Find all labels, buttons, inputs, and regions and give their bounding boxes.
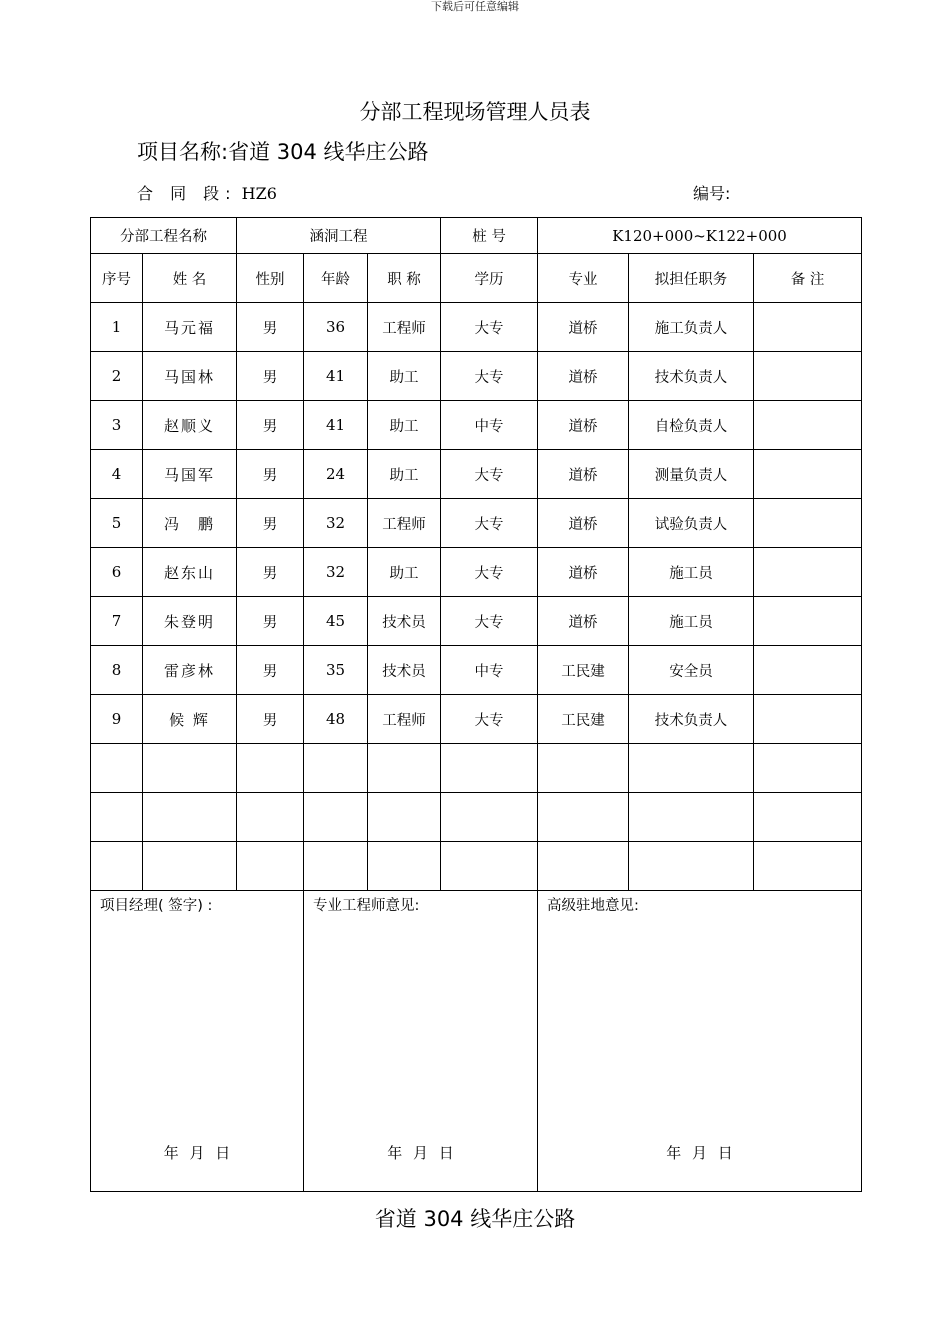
cell-note	[754, 499, 862, 548]
contract-section-value: HZ6	[241, 184, 277, 203]
cell-age: 48	[304, 695, 368, 744]
cell-no: 3	[91, 401, 143, 450]
serial-number-label: 编号:	[693, 184, 731, 203]
cell-note	[754, 695, 862, 744]
empty-row	[91, 744, 862, 793]
resident-opinion-label: 高级驻地意见:	[547, 898, 639, 914]
cell-gender: 男	[237, 450, 304, 499]
cell-gender: 男	[237, 695, 304, 744]
cell-name: 赵顺义	[143, 401, 237, 450]
cell-no: 8	[91, 646, 143, 695]
table-row	[91, 352, 862, 401]
station-value: K120+000~K122+000	[538, 218, 862, 254]
cell-education: 大专	[441, 352, 538, 401]
cell-major: 工民建	[538, 646, 629, 695]
cell-no: 9	[91, 695, 143, 744]
page-header: 下载后可任意编辑	[431, 0, 519, 13]
cell-education: 大专	[441, 597, 538, 646]
division-name-value: 涵洞工程	[237, 218, 441, 254]
cell-role: 施工员	[629, 548, 754, 597]
cell-name: 朱登明	[143, 597, 237, 646]
table-row	[91, 548, 862, 597]
resident-opinion-box	[538, 891, 862, 1192]
col-header-major: 专业	[538, 254, 629, 303]
project-manager-date: 年 月 日	[163, 1144, 231, 1162]
col-header-role: 拟担任职务	[629, 254, 754, 303]
cell-title: 助工	[368, 548, 441, 597]
empty-row	[91, 842, 862, 891]
col-header-gender: 性别	[237, 254, 304, 303]
col-header-name: 姓 名	[143, 254, 237, 303]
cell-major: 道桥	[538, 401, 629, 450]
cell-major: 道桥	[538, 499, 629, 548]
serial-number-line	[693, 181, 730, 204]
cell-age: 35	[304, 646, 368, 695]
division-info-row	[91, 218, 862, 254]
table-row	[91, 499, 862, 548]
cell-education: 大专	[441, 303, 538, 352]
cell-title: 工程师	[368, 499, 441, 548]
resident-opinion-date: 年 月 日	[666, 1144, 733, 1162]
cell-name: 马国军	[143, 450, 237, 499]
signature-row	[91, 891, 862, 1192]
cell-major: 道桥	[538, 352, 629, 401]
cell-no: 7	[91, 597, 143, 646]
cell-age: 36	[304, 303, 368, 352]
project-name-line	[137, 136, 429, 166]
cell-gender: 男	[237, 352, 304, 401]
col-header-no: 序号	[91, 254, 143, 303]
cell-education: 中专	[441, 401, 538, 450]
cell-role: 自检负责人	[629, 401, 754, 450]
cell-title: 助工	[368, 450, 441, 499]
cell-no: 4	[91, 450, 143, 499]
document-title: 分部工程现场管理人员表	[359, 100, 591, 124]
cell-major: 道桥	[538, 548, 629, 597]
cell-no: 5	[91, 499, 143, 548]
cell-title: 技术员	[368, 597, 441, 646]
cell-major: 道桥	[538, 450, 629, 499]
table-row	[91, 401, 862, 450]
cell-gender: 男	[237, 646, 304, 695]
cell-education: 大专	[441, 695, 538, 744]
cell-note	[754, 597, 862, 646]
project-manager-label: 项目经理( 签字) :	[100, 898, 213, 914]
cell-education: 大专	[441, 450, 538, 499]
cell-age: 24	[304, 450, 368, 499]
engineer-opinion-date: 年 月 日	[387, 1144, 454, 1162]
col-header-note: 备 注	[754, 254, 862, 303]
cell-gender: 男	[237, 401, 304, 450]
project-manager-signature-box	[91, 891, 304, 1192]
empty-row	[91, 793, 862, 842]
cell-gender: 男	[237, 548, 304, 597]
contract-section-line	[137, 181, 277, 204]
cell-education: 中专	[441, 646, 538, 695]
cell-title: 助工	[368, 352, 441, 401]
cell-role: 施工员	[629, 597, 754, 646]
cell-name: 马元福	[143, 303, 237, 352]
cell-major: 道桥	[538, 303, 629, 352]
cell-age: 45	[304, 597, 368, 646]
project-name-value: 省道 304 线华庄公路	[228, 140, 429, 164]
cell-role: 试验负责人	[629, 499, 754, 548]
contract-section-label: 合 同 段:	[137, 184, 237, 203]
cell-age: 32	[304, 499, 368, 548]
station-label: 桩 号	[441, 218, 538, 254]
project-name-label: 项目名称:	[137, 140, 229, 164]
cell-name: 赵东山	[143, 548, 237, 597]
cell-major: 工民建	[538, 695, 629, 744]
cell-title: 技术员	[368, 646, 441, 695]
cell-note	[754, 401, 862, 450]
col-header-education: 学历	[441, 254, 538, 303]
cell-role: 技术负责人	[629, 695, 754, 744]
table-row	[91, 303, 862, 352]
cell-name: 候 辉	[143, 695, 237, 744]
personnel-table	[90, 217, 862, 1192]
engineer-opinion-box	[304, 891, 538, 1192]
cell-note	[754, 646, 862, 695]
cell-gender: 男	[237, 303, 304, 352]
table-row	[91, 646, 862, 695]
cell-note	[754, 303, 862, 352]
table-row	[91, 450, 862, 499]
cell-major: 道桥	[538, 597, 629, 646]
cell-age: 41	[304, 352, 368, 401]
cell-title: 工程师	[368, 303, 441, 352]
division-name-label: 分部工程名称	[91, 218, 237, 254]
column-header-row	[91, 254, 862, 303]
cell-education: 大专	[441, 499, 538, 548]
cell-name: 雷彦林	[143, 646, 237, 695]
cell-name: 马国林	[143, 352, 237, 401]
cell-no: 2	[91, 352, 143, 401]
cell-no: 6	[91, 548, 143, 597]
cell-no: 1	[91, 303, 143, 352]
cell-note	[754, 352, 862, 401]
cell-gender: 男	[237, 499, 304, 548]
col-header-age: 年龄	[304, 254, 368, 303]
page-footer: 省道 304 线华庄公路	[374, 1207, 576, 1231]
table-row	[91, 597, 862, 646]
cell-name: 冯 鹏	[143, 499, 237, 548]
cell-education: 大专	[441, 548, 538, 597]
cell-role: 测量负责人	[629, 450, 754, 499]
engineer-opinion-label: 专业工程师意见:	[313, 898, 420, 914]
cell-role: 技术负责人	[629, 352, 754, 401]
cell-note	[754, 548, 862, 597]
cell-gender: 男	[237, 597, 304, 646]
col-header-title: 职 称	[368, 254, 441, 303]
cell-title: 工程师	[368, 695, 441, 744]
cell-title: 助工	[368, 401, 441, 450]
cell-note	[754, 450, 862, 499]
cell-role: 施工负责人	[629, 303, 754, 352]
table-row	[91, 695, 862, 744]
cell-role: 安全员	[629, 646, 754, 695]
cell-age: 32	[304, 548, 368, 597]
cell-age: 41	[304, 401, 368, 450]
